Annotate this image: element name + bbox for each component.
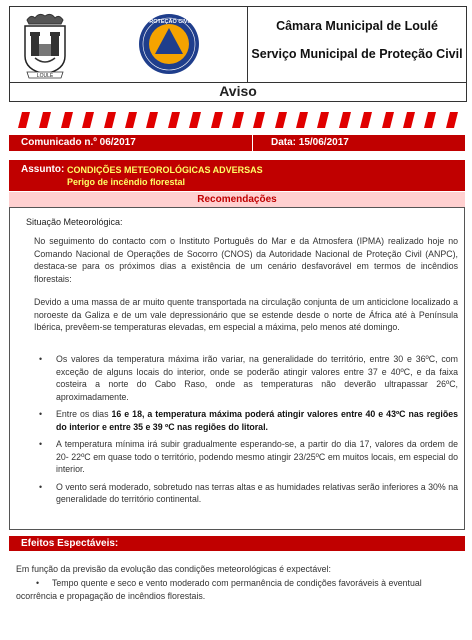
stripe	[82, 112, 94, 128]
list-item: • A temperatura mínima irá subir gradualmente esperando-se, a partir do dia 17, valores da ordem de 20- 22ºC em quase todo o território, podendo mesmo atingir 23/25ºC em muitos locais, em especial do interior.	[39, 439, 458, 474]
header	[9, 6, 467, 83]
recommendations-body	[9, 207, 465, 530]
stripe	[403, 112, 415, 128]
efeitos-title: Efeitos Espectáveis:	[21, 538, 119, 549]
stripe	[125, 112, 137, 128]
bullet-icon: •	[39, 439, 43, 449]
stripe	[339, 112, 351, 128]
stripe	[39, 112, 51, 128]
municipality-title: Câmara Municipal de Loulé	[276, 19, 438, 33]
efeitos-intro: Em função da previsão da evolução das condições meteorológicas é expectável:	[16, 564, 331, 574]
protecao-civil-logo-icon	[138, 13, 200, 75]
comunicado-bar	[9, 135, 465, 151]
loule-crest-icon	[21, 12, 69, 80]
stripe	[61, 112, 73, 128]
comunicado-date: Data: 15/06/2017	[271, 137, 349, 148]
warning-stripes	[20, 112, 456, 128]
assunto-label: Assunto:	[21, 164, 65, 175]
stripe	[446, 112, 458, 128]
paragraph-1: No seguimento do contacto com o Instituto Português do Mar e da Atmosfera (IPMA) realizado hoje no Comando Nacional de Operações de Socorro (CNOS) da Autoridade Nacional de Proteção Civil (ANPC), destaca-se para os próximos dias a existência de um cenário desfavorável em termos de incêndios florestais:	[34, 236, 458, 284]
list-item: • Os valores da temperatura máxima irão variar, na generalidade do território, entre 30 e 36ºC, com exceção de alguns locais do interior, onde se poderão atingir valores entre 37 e 40ºC, e da faixa costeira a norte do Cabo Raso, onde as temperaturas não deverão ultrapassar 26ºC, aproximadamente.	[39, 354, 458, 402]
service-title: Serviço Municipal de Proteção Civil	[251, 47, 463, 61]
stripe	[275, 112, 287, 128]
stripe	[360, 112, 372, 128]
stripe	[424, 112, 436, 128]
bullet-icon: •	[39, 481, 43, 492]
stripe	[104, 112, 116, 128]
stripe	[211, 112, 223, 128]
svg-text:LOULÉ: LOULÉ	[36, 73, 54, 79]
header-title-block	[247, 7, 466, 82]
assunto-bar	[9, 160, 465, 191]
stripe	[18, 112, 30, 128]
situacao-title: Situação Meteorológica:	[26, 217, 123, 227]
assunto-line2: Perigo de incêndio florestal	[67, 177, 186, 187]
bullet-icon: •	[39, 409, 43, 419]
stripe	[189, 112, 201, 128]
divider	[252, 135, 253, 151]
efeitos-item: • Tempo quente e seco e vento moderado com permanência de condições favoráveis à eventual ocorrência e propagação de incêndios florestais.	[16, 578, 422, 601]
bullet-icon: •	[36, 578, 40, 588]
list-item: • Entre os dias 16 e 18, a temperatura máxima poderá atingir valores entre 40 e 43ºC nas regiões do interior e entre 35 e 39 ºC nas regiões do litoral.	[39, 409, 458, 432]
forecast-bullets	[34, 353, 458, 511]
paragraph-2: Devido a uma massa de ar muito quente transportada na circulação conjunta de um anticiclone localizado a noroeste da Galiza e de um vale depressionário que se estende desde o norte de África até à Península Ibérica, prevêem-se temperaturas elevadas, em especial a máxima, pelo menos até domingo.	[34, 297, 458, 332]
bullet-icon: •	[39, 354, 43, 364]
assunto-line1: CONDIÇÕES METEOROLÓGICAS ADVERSAS	[67, 165, 263, 175]
comunicado-number: Comunicado n.º 06/2017	[21, 137, 136, 148]
stripe	[232, 112, 244, 128]
list-item: • O vento será moderado, sobretudo nas terras altas e as humidades relativas serão inferiores a 30% na generalidade do território continental.	[39, 481, 458, 504]
stripe	[146, 112, 158, 128]
stripe	[382, 112, 394, 128]
stripe	[317, 112, 329, 128]
efeitos-bar	[9, 536, 465, 551]
svg-text:PROTEÇÃO CIVIL: PROTEÇÃO CIVIL	[145, 19, 193, 25]
recomendacoes-heading: Recomendações	[9, 191, 465, 207]
stripe	[296, 112, 308, 128]
stripe	[253, 112, 265, 128]
aviso-title: Aviso	[9, 82, 467, 102]
stripe	[168, 112, 180, 128]
